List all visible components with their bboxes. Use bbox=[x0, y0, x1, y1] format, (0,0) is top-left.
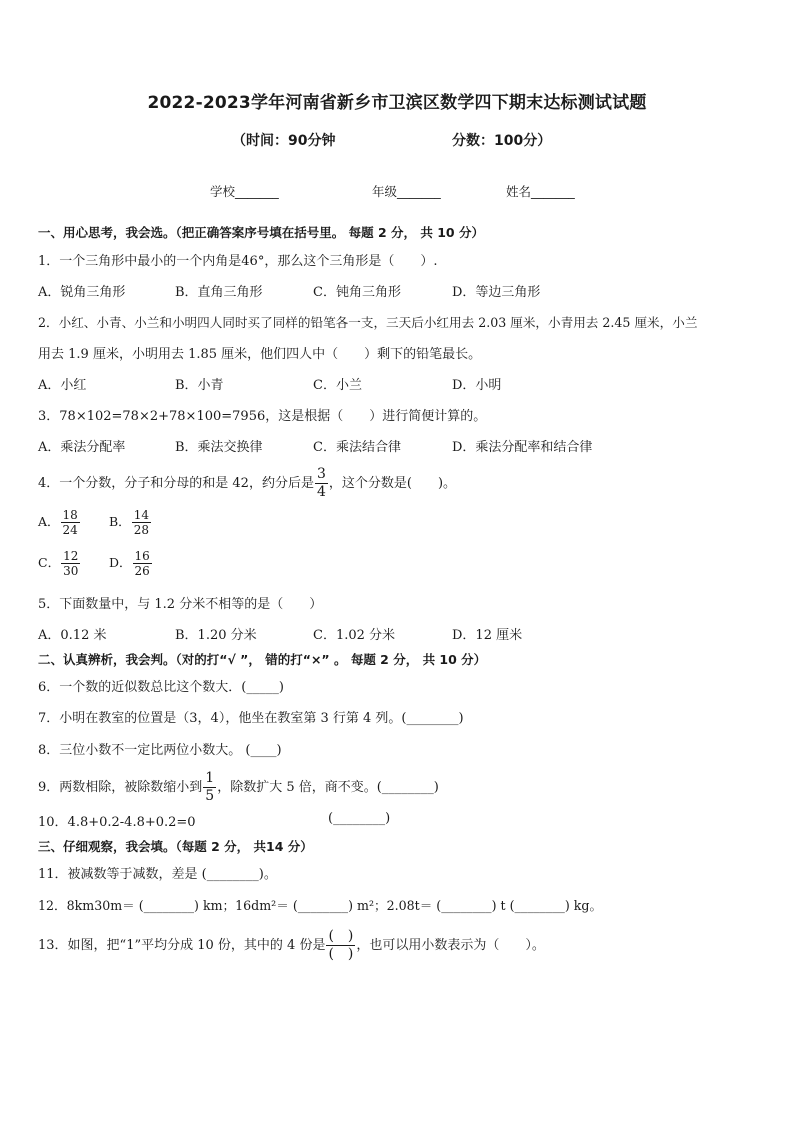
q13-stem-a: 13．如图，把“1”平均分成 10 份，其中的 4 份是 bbox=[38, 938, 326, 953]
q4-stem-b: ，这个分数是( )。 bbox=[328, 476, 457, 491]
q9-fraction bbox=[203, 770, 216, 805]
q2-option-c[interactable]: C．小兰 bbox=[313, 378, 362, 393]
q4-fraction bbox=[315, 466, 328, 501]
q9-stem[interactable] bbox=[38, 770, 439, 805]
q3-option-a[interactable]: A．乘法分配率 bbox=[38, 440, 126, 455]
q1-option-b[interactable]: B．直角三角形 bbox=[175, 285, 263, 300]
q9-stem-a: 9．两数相除，被除数缩小到 bbox=[38, 780, 203, 795]
page-title: 2022-2023学年河南省新乡市卫滨区数学四下期末达标测试试题 bbox=[147, 93, 647, 113]
section-3-heading: 三、仔细观察，我会填。（每题 2 分， 共14 分） bbox=[38, 839, 313, 854]
q9-stem-b: ，除数扩大 5 倍，商不变。(________) bbox=[217, 780, 439, 795]
q10-stem: 10．4.8+0.2-4.8+0.2=0 bbox=[38, 815, 196, 830]
q10-answer-blank[interactable]: (________) bbox=[328, 811, 391, 826]
q4-option-b-numerator: 14 bbox=[133, 508, 149, 522]
q5-stem: 5．下面数量中，与 1.2 分米不相等的是（ ） bbox=[38, 597, 323, 612]
q4-option-a-numerator: 18 bbox=[62, 508, 78, 522]
q4-option-c-fraction bbox=[61, 549, 80, 578]
q3-stem: 3．78×102=78×2+78×100=7956，这是根据（ ）进行简便计算的。 bbox=[38, 409, 487, 424]
q4-fraction-numerator: 3 bbox=[316, 466, 326, 482]
q4-option-d-denominator: 26 bbox=[134, 564, 150, 578]
q3-option-b[interactable]: B．乘法交换律 bbox=[175, 440, 263, 455]
exam-time: （时间：90分钟 bbox=[232, 133, 336, 149]
q4-option-d-numerator: 16 bbox=[134, 549, 150, 563]
q4-option-a-label: A． bbox=[38, 514, 60, 529]
q4-stem bbox=[38, 466, 456, 501]
q5-option-b[interactable]: B．1.20 分米 bbox=[175, 628, 257, 643]
q3-option-c[interactable]: C．乘法结合律 bbox=[313, 440, 401, 455]
q4-option-b[interactable] bbox=[109, 508, 152, 537]
q4-option-a-denominator: 24 bbox=[62, 523, 78, 537]
name-field[interactable]: 姓名_______ bbox=[506, 184, 575, 199]
q4-stem-a: 4．一个分数，分子和分母的和是 42，约分后是 bbox=[38, 476, 314, 491]
q4-option-d-label: D． bbox=[109, 555, 132, 570]
q4-option-c-denominator: 30 bbox=[63, 564, 79, 578]
q4-option-c-label: C． bbox=[38, 555, 61, 570]
q2-option-a[interactable]: A．小红 bbox=[38, 378, 87, 393]
q4-fraction-denominator: 4 bbox=[316, 484, 326, 500]
q13-stem-b: ，也可以用小数表示为（ ）。 bbox=[356, 938, 545, 953]
q7-stem[interactable]: 7．小明在教室的位置是（3，4），他坐在教室第 3 行第 4 列。(________) bbox=[38, 711, 464, 726]
q2-stem-line2: 用去 1.9 厘米，小明用去 1.85 厘米，他们四人中（ ）剩下的铅笔最长。 bbox=[38, 347, 482, 362]
q4-option-b-denominator: 28 bbox=[133, 523, 149, 537]
exam-score: 分数：100分） bbox=[452, 133, 552, 149]
q9-fraction-numerator: 1 bbox=[205, 770, 215, 786]
q13-fraction[interactable] bbox=[326, 928, 355, 963]
q5-option-c[interactable]: C．1.02 分米 bbox=[313, 628, 396, 643]
q6-stem[interactable]: 6．一个数的近似数总比这个数大．(_____) bbox=[38, 680, 284, 695]
q13-stem[interactable] bbox=[38, 928, 545, 963]
q11-stem[interactable]: 11．被减数等于减数，差是 (________)。 bbox=[38, 867, 277, 882]
q13-fraction-numerator: ( ) bbox=[328, 928, 354, 944]
q4-option-b-label: B． bbox=[109, 514, 131, 529]
q2-option-b[interactable]: B．小青 bbox=[175, 378, 224, 393]
q4-option-c-numerator: 12 bbox=[63, 549, 79, 563]
section-1-heading: 一、用心思考，我会选。（把正确答案序号填在括号里。 每题 2 分， 共 10 分） bbox=[38, 225, 484, 240]
q4-option-c[interactable] bbox=[38, 549, 81, 578]
q4-option-a[interactable] bbox=[38, 508, 81, 537]
q12-stem[interactable]: 12．8km30m＝ (________) km；16dm²＝ (________) m²；2.08t＝ (________) t (________) kg。 bbox=[38, 898, 603, 913]
q5-option-a[interactable]: A．0.12 米 bbox=[38, 628, 107, 643]
school-field[interactable]: 学校_______ bbox=[210, 184, 279, 199]
q4-option-d-fraction bbox=[133, 549, 152, 578]
q1-option-a[interactable]: A．锐角三角形 bbox=[38, 285, 126, 300]
q13-fraction-denominator: ( ) bbox=[328, 946, 354, 962]
q4-option-b-fraction bbox=[132, 508, 151, 537]
section-2-heading: 二、认真辨析，我会判。（对的打“√ ”， 错的打“×” 。 每题 2 分， 共 10 分） bbox=[38, 652, 487, 667]
grade-field[interactable]: 年级_______ bbox=[372, 184, 441, 199]
q5-option-d[interactable]: D．12 厘米 bbox=[452, 628, 523, 643]
q1-option-c[interactable]: C．钝角三角形 bbox=[313, 285, 401, 300]
q4-option-d[interactable] bbox=[109, 549, 153, 578]
q9-fraction-denominator: 5 bbox=[205, 788, 215, 804]
q1-option-d[interactable]: D．等边三角形 bbox=[452, 285, 541, 300]
q2-option-d[interactable]: D．小明 bbox=[452, 378, 502, 393]
q8-stem[interactable]: 8．三位小数不一定比两位小数大。 (____) bbox=[38, 743, 282, 758]
q4-option-a-fraction bbox=[61, 508, 80, 537]
q3-option-d[interactable]: D．乘法分配率和结合律 bbox=[452, 440, 593, 455]
q1-stem: 1．一个三角形中最小的一个内角是46°，那么这个三角形是（ ）. bbox=[38, 254, 438, 269]
q2-stem-line1: 2．小红、小青、小兰和小明四人同时买了同样的铅笔各一支，三天后小红用去 2.03 厘米，小青用去 2.45 厘米，小兰 bbox=[38, 315, 698, 330]
